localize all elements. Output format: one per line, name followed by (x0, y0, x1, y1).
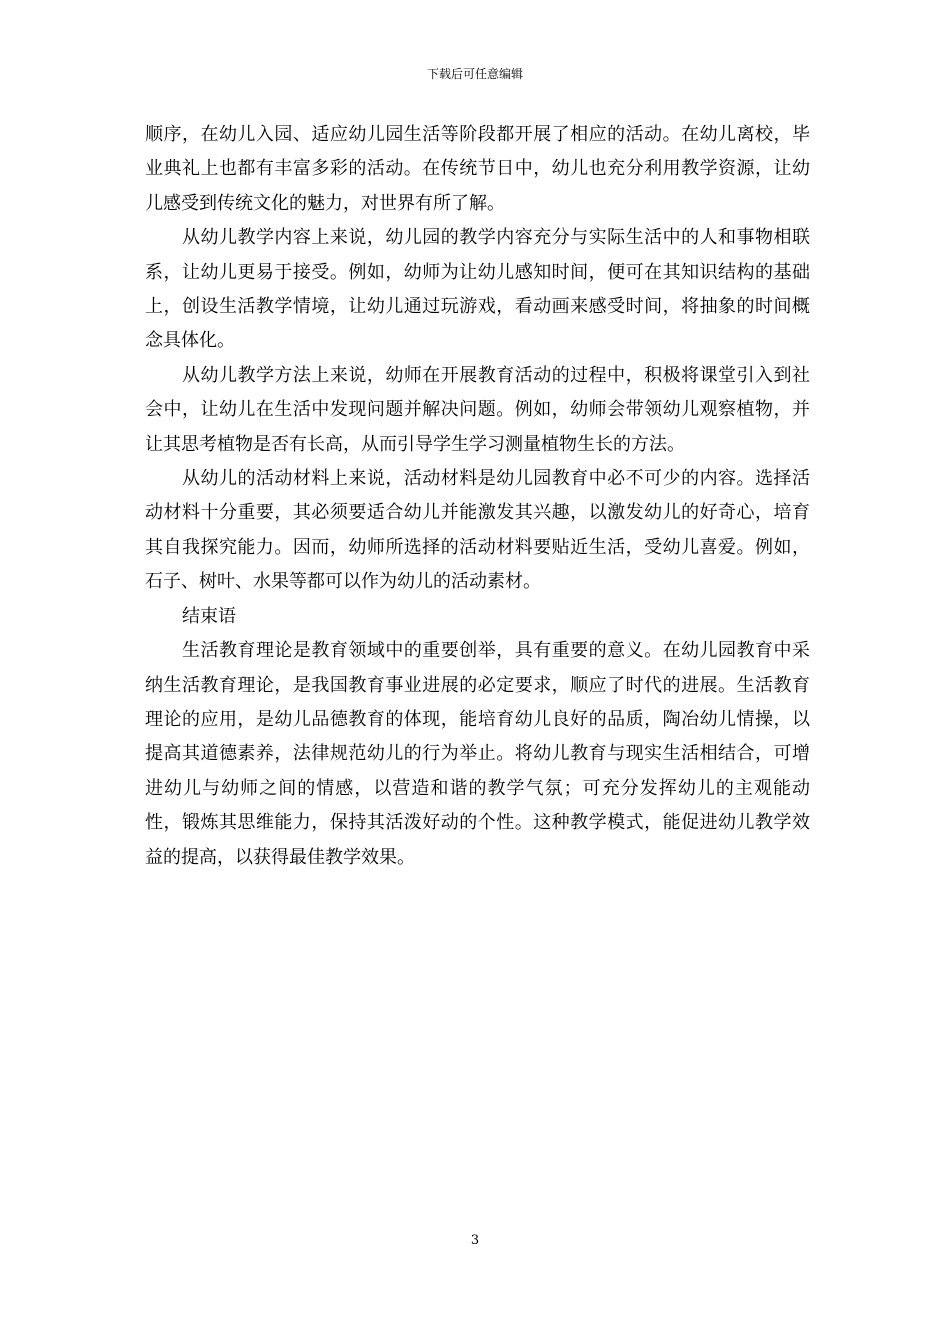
paragraph-activity-materials: 从幼儿的活动材料上来说，活动材料是幼儿园教育中必不可少的内容。选择活动材料十分重要，其必须要适合幼儿并能激发其兴趣，以激发幼儿的好奇心，培育其自我探究能力。因而，幼师所选择的活动材料要贴近生活，受幼儿喜爱。例如，石子、树叶、水果等都可以作为幼儿的活动素材。 (145, 468, 810, 593)
paragraph-teaching-method: 从幼儿教学方法上来说，幼师在开展教育活动的过程中，积极将课堂引入到社会中，让幼儿在生活中发现问题并解决问题。例如，幼师会带领幼儿观察植物，并让其思考植物是否有长高，从而引导学生学习测量植物生长的方法。 (145, 364, 810, 455)
section-heading-conclusion: 结束语 (182, 605, 236, 627)
page-number: 3 (470, 1233, 480, 1248)
paragraph-teaching-content: 从幼儿教学内容上来说，幼儿园的教学内容充分与实际生活中的人和事物相联系，让幼儿更易于接受。例如，幼师为让幼儿感知时间，便可在其知识结构的基础上，创设生活教学情境，让幼儿通过玩游戏，看动画来感受时间，将抽象的时间概念具体化。 (145, 227, 810, 352)
paragraph-conclusion: 生活教育理论是教育领域中的重要创举，具有重要的意义。在幼儿园教育中采纳生活教育理论，是我国教育事业进展的必定要求，顺应了时代的进展。生活教育理论的应用，是幼儿品德教育的体现，能培育幼儿良好的品质，陶冶幼儿情操，以提高其道德素养，法律规范幼儿的行为举止。将幼儿教育与现实生活相结合，可增进幼儿与幼师之间的情感，以营造和谐的教学气氛；可充分发挥幼儿的主观能动性，锻炼其思维能力，保持其活泼好动的个性。这种教学模式，能促进幼儿教学效益的提高，以获得最佳教学效果。 (145, 640, 810, 868)
paragraph-continuation: 顺序，在幼儿入园、适应幼儿园生活等阶段都开展了相应的活动。在幼儿离校，毕业典礼上也都有丰富多彩的活动。在传统节日中，幼儿也充分利用教学资源，让幼儿感受到传统文化的魅力，对世界有所了解。 (145, 124, 810, 214)
page-header: 下载后可任意编辑 (426, 67, 523, 81)
document-body (145, 118, 810, 875)
